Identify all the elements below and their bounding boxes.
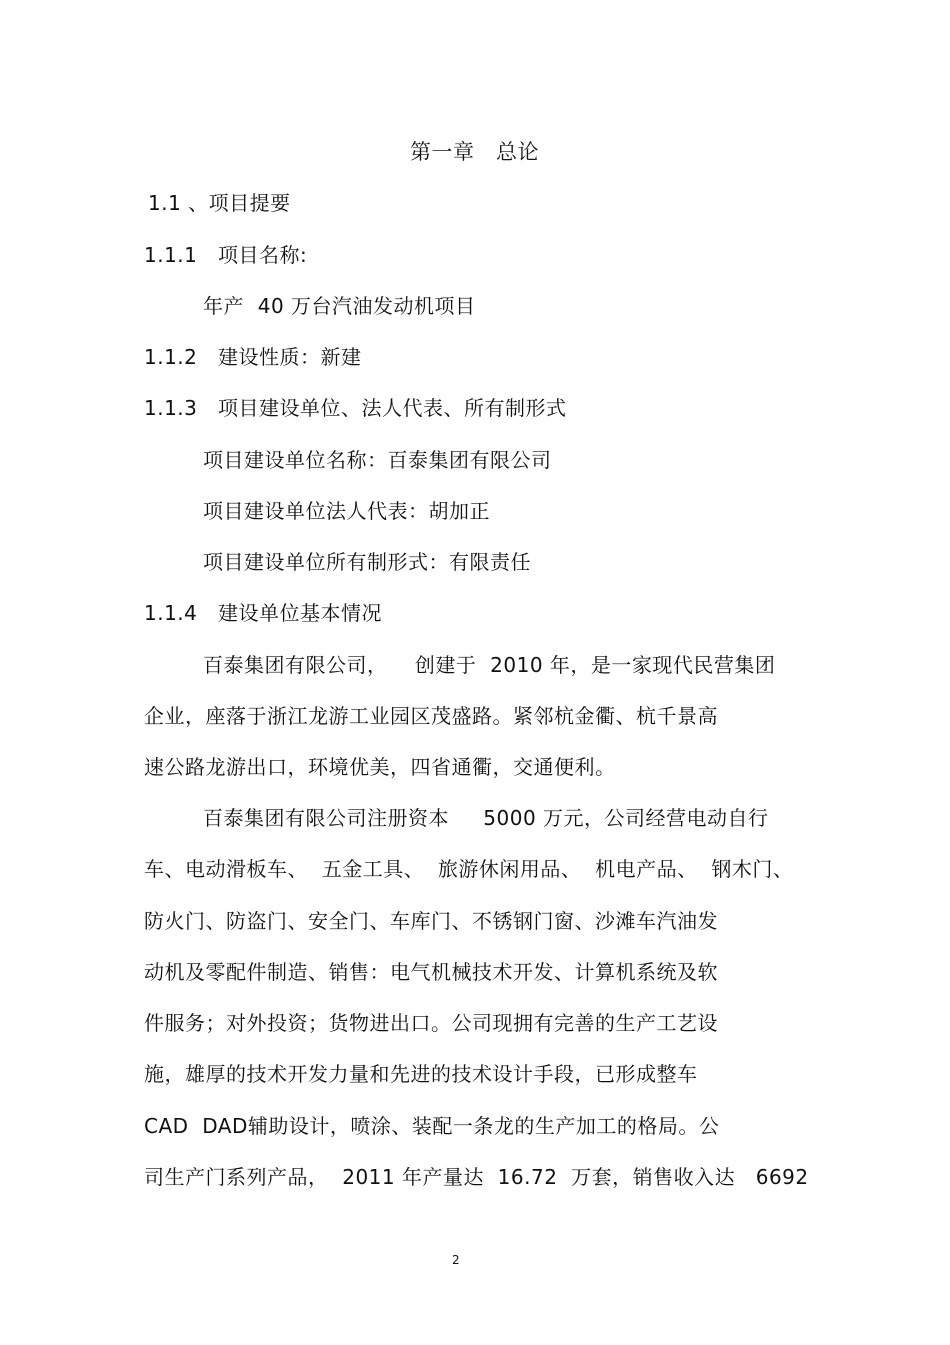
paragraph-line: 企业，座落于浙江龙游工业园区茂盛路。紧邻杭金衢、杭千景高	[144, 704, 718, 728]
unit-name: 项目建设单位名称：百泰集团有限公司	[203, 448, 552, 472]
legal-representative: 项目建设单位法人代表：胡加正	[203, 499, 490, 523]
section-heading-1-1: 1.1 、项目提要	[148, 191, 291, 215]
paragraph-line: 百泰集团有限公司注册资本 5000 万元，公司经营电动自行	[203, 806, 769, 830]
paragraph-line: 动机及零配件制造、销售：电气机械技术开发、计算机系统及软	[144, 960, 718, 984]
ownership-form: 项目建设单位所有制形式：有限责任	[203, 550, 531, 574]
subsection-heading-1-1-1: 1.1.1 项目名称:	[144, 243, 308, 267]
paragraph-line: 件服务；对外投资；货物进出口。公司现拥有完善的生产工艺设	[144, 1011, 718, 1035]
project-name: 年产 40 万台汽油发动机项目	[203, 294, 476, 318]
paragraph-line: 百泰集团有限公司， 创建于 2010 年，是一家现代民营集团	[203, 653, 776, 677]
paragraph-line: 车、电动滑板车、 五金工具、 旅游休闲用品、 机电产品、 钢木门、	[144, 857, 794, 881]
subsection-heading-1-1-3: 1.1.3 项目建设单位、法人代表、所有制形式	[144, 396, 567, 420]
page-number: 2	[452, 1253, 460, 1267]
paragraph-line: 司生产门系列产品， 2011 年产量达 16.72 万套，销售收入达 6692	[144, 1165, 809, 1189]
paragraph-line: 防火门、防盗门、安全门、车库门、不锈钢门窗、沙滩车汽油发	[144, 909, 718, 933]
subsection-heading-1-1-2: 1.1.2 建设性质：新建	[144, 345, 362, 369]
paragraph-line: CAD DAD辅助设计，喷涂、装配一条龙的生产加工的格局。公	[144, 1114, 720, 1138]
paragraph-line: 施，雄厚的技术开发力量和先进的技术设计手段，已形成整车	[144, 1062, 698, 1086]
paragraph-line: 速公路龙游出口，环境优美，四省通衢，交通便利。	[144, 755, 616, 779]
subsection-heading-1-1-4: 1.1.4 建设单位基本情况	[144, 601, 382, 625]
chapter-title: 第一章 总论	[410, 140, 539, 164]
